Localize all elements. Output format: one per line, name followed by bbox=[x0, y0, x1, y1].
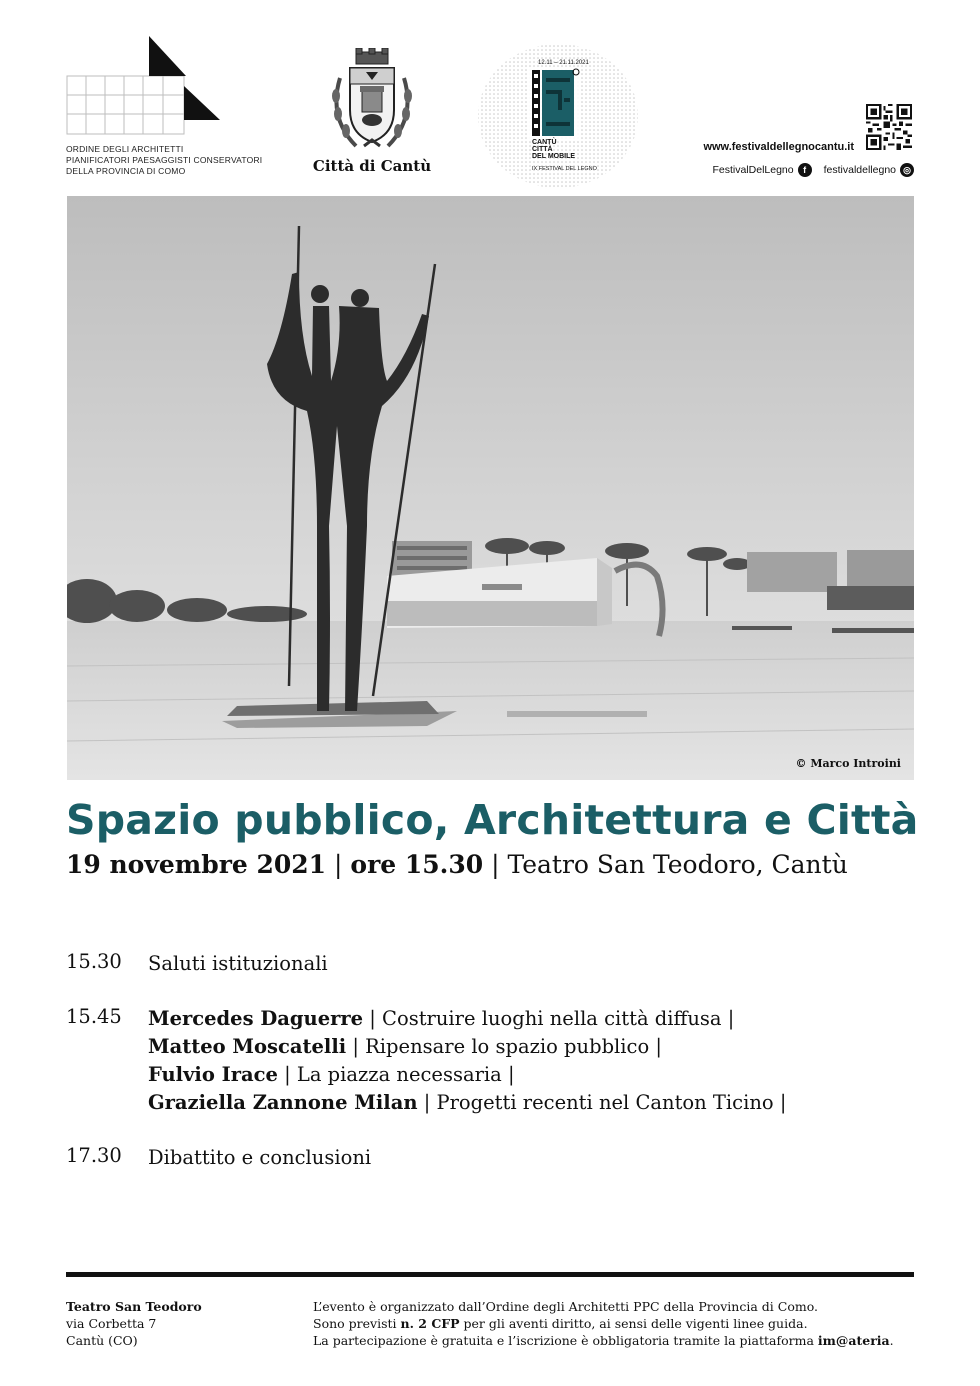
venue-street: via Corbetta 7 bbox=[66, 1316, 157, 1331]
talk-topic: | Costruire luoghi nella città diffusa | bbox=[363, 1007, 735, 1030]
note-registration-pre: La partecipazione è gratuita e l’iscrizione è obbligatoria tramite la piattaforma bbox=[313, 1333, 818, 1348]
talk-speaker: Matteo Moscatelli bbox=[148, 1035, 347, 1058]
program-slot bbox=[66, 950, 926, 978]
citta-di-cantu-label: Città di Cantù bbox=[312, 157, 432, 175]
note-registration-post: . bbox=[889, 1333, 894, 1348]
ordine-line-1: ORDINE DEGLI ARCHITETTI bbox=[66, 144, 184, 154]
ordine-line-2: PIANIFICATORI PAESAGGISTI CONSERVATORI bbox=[66, 155, 263, 165]
note-registration bbox=[313, 1332, 894, 1349]
venue-city: Cantù (CO) bbox=[66, 1333, 138, 1348]
talk-line bbox=[148, 1061, 786, 1089]
festival-name-3: DEL MOBILE bbox=[532, 153, 576, 160]
slot-time: 15.30 bbox=[66, 950, 122, 973]
festival-website-link[interactable]: www.festivaldellegnocantu.it bbox=[703, 141, 854, 153]
social-links bbox=[690, 163, 914, 177]
facebook-link[interactable] bbox=[712, 163, 811, 177]
venue-name: Teatro San Teodoro bbox=[66, 1299, 202, 1314]
talk-speaker: Graziella Zannone Milan bbox=[148, 1091, 418, 1114]
subtitle-separator-1: | bbox=[326, 850, 351, 879]
facebook-handle: FestivalDelLegno bbox=[712, 164, 794, 176]
talk-line bbox=[148, 1005, 786, 1033]
festival-name-2: CITTÀ bbox=[532, 146, 553, 153]
instagram-icon: ◎ bbox=[900, 163, 914, 177]
venue-address bbox=[66, 1298, 202, 1349]
program-slot bbox=[66, 1005, 926, 1117]
festival-dates: 12.11 – 21.11.2021 bbox=[538, 60, 589, 66]
note-cfp-post: per gli aventi diritto, ai sensi delle vigenti linee guida. bbox=[459, 1316, 808, 1331]
facebook-icon: f bbox=[798, 163, 812, 177]
imateria-platform-link[interactable]: im@ateria bbox=[817, 1333, 890, 1348]
talk-topic: | Progetti recenti nel Canton Ticino | bbox=[417, 1091, 787, 1114]
event-program bbox=[66, 950, 926, 1199]
program-slot bbox=[66, 1144, 926, 1172]
note-cfp-pre: Sono previsti bbox=[313, 1316, 401, 1331]
hero-photo-dois-candangos bbox=[67, 196, 914, 780]
footer-divider bbox=[66, 1272, 914, 1277]
slot-time: 15.45 bbox=[66, 1005, 122, 1028]
talk-topic: | La piazza necessaria | bbox=[277, 1063, 515, 1086]
festival-edition: IX FESTIVAL DEL LEGNO bbox=[532, 166, 597, 172]
talk-line bbox=[148, 1089, 786, 1117]
instagram-link[interactable] bbox=[824, 163, 914, 177]
subtitle-separator-2: | bbox=[483, 850, 508, 879]
note-organizer: L’evento è organizzato dall’Ordine degli Architetti PPC della Provincia di Como. bbox=[313, 1299, 818, 1314]
event-venue: Teatro San Teodoro, Cantù bbox=[507, 850, 848, 879]
slot-time: 17.30 bbox=[66, 1144, 122, 1167]
event-subtitle bbox=[66, 850, 926, 879]
talk-topic: | Ripensare lo spazio pubblico | bbox=[346, 1035, 662, 1058]
qr-code-icon bbox=[866, 104, 912, 150]
festival-del-legno-logo bbox=[476, 40, 640, 190]
talk-speaker: Mercedes Daguerre bbox=[148, 1007, 364, 1030]
event-title: Spazio pubblico, Architettura e Città bbox=[66, 796, 919, 844]
photo-credit: © Marco Introini bbox=[795, 757, 901, 770]
note-cfp-credits: n. 2 CFP bbox=[400, 1316, 460, 1331]
festival-name-1: CANTÙ bbox=[532, 139, 557, 146]
slot-text: Dibattito e conclusioni bbox=[148, 1146, 372, 1169]
slot-text: Saluti istituzionali bbox=[148, 952, 328, 975]
note-cfp bbox=[313, 1315, 894, 1332]
event-time: ore 15.30 bbox=[350, 850, 484, 879]
event-date: 19 novembre 2021 bbox=[66, 850, 327, 879]
citta-di-cantu-crest bbox=[326, 48, 418, 156]
instagram-handle: festivaldellegno bbox=[823, 164, 896, 176]
talk-line bbox=[148, 1033, 786, 1061]
event-notes bbox=[313, 1298, 894, 1349]
ordine-architetti-name bbox=[66, 144, 262, 177]
ordine-line-3: DELLA PROVINCIA DI COMO bbox=[66, 166, 186, 176]
talk-speaker: Fulvio Irace bbox=[148, 1063, 278, 1086]
